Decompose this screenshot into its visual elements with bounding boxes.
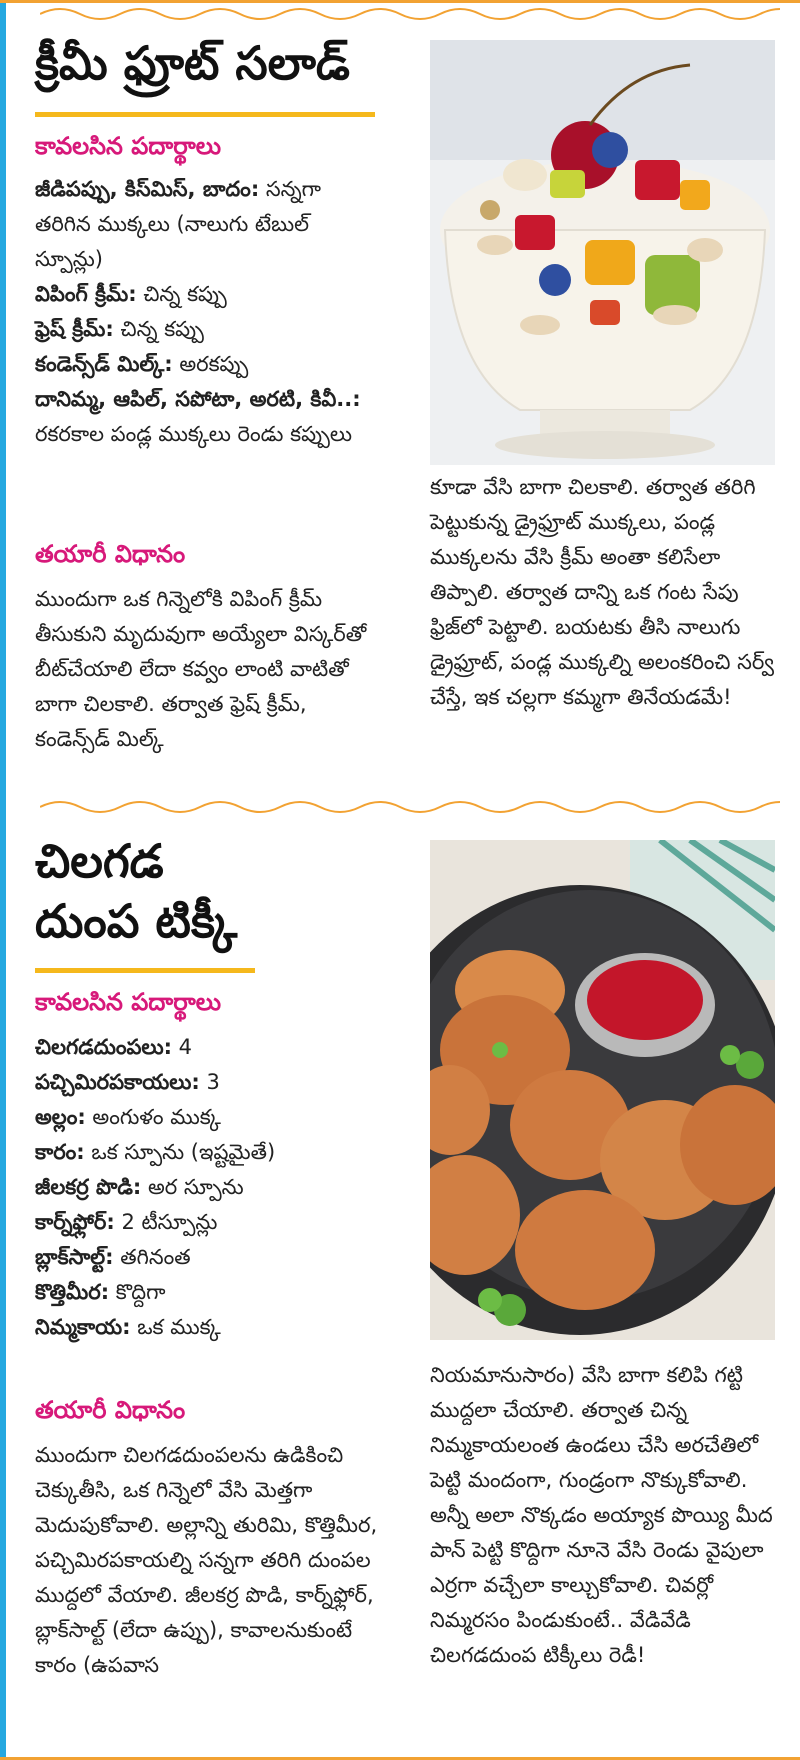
recipe1-method-heading: తయారీ విధానం (35, 540, 186, 568)
middle-ornament (40, 797, 780, 817)
method-paragraph: నియమానుసారం) వేసి బాగా కలిపి గట్టి ముద్దలా చేయాలి. తర్వాత చిన్న నిమ్మకాయలంత ఉండలు చేసి అరచేతిలో పెట్టి మందంగా, గుండ్రంగా నొక్కుకోవాలి. అన్నీ అలా నొక్కడం అయ్యాక పొయ్యి మీద పాన్ పెట్టి కొద్దిగా నూనె వేసి రెండు వైపులా ఎర్రగా వచ్చేలా కాల్చుకోవాలి. చివర్లో నిమ్మరసం పిండుకుంటే.. వేడివేడి చిలగడదుంప టిక్కీలు రెడీ! (430, 1363, 773, 1667)
method-paragraph: ముందుగా చిలగడదుంపలను ఉడికించి చెక్కుతీసి, ఒక గిన్నెలో వేసి మెత్తగా మెదుపుకోవాలి. అల్లాన్ని తురిమి, కొత్తిమీర, పచ్చిమిరపకాయల్ని సన్నగా తరిగి దుంపల ముద్దలో వేయాలి. జీలకర్ర పొడి, కార్న్‌ఫ్లోర్, బ్లాక్‌సాల్ట్ (లేదా ఉప్పు), కావాలనుకుంటే కారం (ఉపవాస (35, 1443, 378, 1677)
ingredient-item: కండెన్స్‌డ్ మిల్క్: అరకప్పు (35, 352, 249, 376)
recipe1-ingredients-list (35, 172, 380, 452)
recipe2-method-heading: తయారీ విధానం (35, 1396, 186, 1424)
recipe2-method-text-part1 (35, 1438, 380, 1683)
ingredient-item: దానిమ్మ, ఆపిల్, సపోటా, అరటి, కివీ..: రకరకాల పండ్ల ముక్కలు రెండు కప్పులు (35, 387, 361, 446)
recipe2-ingredients-list (35, 1030, 380, 1345)
sweet-potato-tikki-photo (430, 840, 775, 1340)
recipe1-title: క్రీమీ ఫ్రూట్ సలాడ్ (35, 36, 350, 90)
ingredient-item: విపింగ్ క్రీమ్: చిన్న కప్పు (35, 282, 227, 306)
recipe1-method-text-part2 (430, 470, 775, 715)
recipe1-method-text-part1 (35, 582, 380, 757)
fruit-salad-photo (430, 40, 775, 465)
recipe1-ingredients-heading: కావలసిన పదార్థాలు (35, 132, 222, 160)
ingredient-item: పచ్చిమిరపకాయలు: 3 (35, 1070, 220, 1094)
ingredient-item: జీడిపప్పు, కిస్‌మిస్, బాదం: సన్నగా తరిగిన ముక్కలు (నాలుగు టేబుల్ స్పూన్లు) (35, 177, 321, 271)
ingredient-item: కార్న్‌ఫ్లోర్: 2 టీస్పూన్లు (35, 1210, 218, 1234)
recipe2-ingredients-heading: కావలసిన పదార్థాలు (35, 988, 222, 1016)
ingredient-item: కారం: ఒక స్పూను (ఇష్టమైతే) (35, 1140, 276, 1164)
ingredient-item: అల్లం: అంగుళం ముక్క (35, 1105, 221, 1129)
method-paragraph: కూడా వేసి బాగా చిలకాలి. తర్వాత తరిగి పెట్టుకున్న డ్రైఫ్రూట్ ముక్కలు, పండ్ల ముక్కలను వేసి క్రీమ్ అంతా కలిసేలా తిప్పాలి. తర్వాత దాన్ని ఒక గంట సేపు ఫ్రిజ్‌లో పెట్టాలి. బయటకు తీసి నాలుగు డ్రైఫ్రూట్, పండ్ల ముక్కల్ని అలంకరించి సర్వ్ చేస్తే, ఇక చల్లగా కమ్మగా తినేయడమే! (430, 475, 774, 709)
top-border (0, 0, 800, 3)
ingredient-item: బ్లాక్‌సాల్ట్: తగినంత (35, 1245, 191, 1269)
method-paragraph: ముందుగా ఒక గిన్నెలోకి విపింగ్ క్రీమ్ తీసుకుని మృదువుగా అయ్యేలా విస్కర్‌తో బీట్‌చేయాలి లేదా కవ్వం లాంటి వాటితో బాగా చిలకాలి. తర్వాత ఫ్రెష్ క్రీమ్, కండెన్స్‌డ్ మిల్క్ (35, 587, 367, 751)
recipe1-title-rule (35, 112, 375, 117)
ingredient-item: చిలగడదుంపలు: 4 (35, 1035, 193, 1059)
recipe2-title-line1: చిలగడ (35, 834, 164, 888)
left-accent-bar (0, 0, 6, 1760)
ingredient-item: నిమ్మకాయ: ఒక ముక్క (35, 1315, 221, 1339)
recipe2-title-rule (35, 968, 255, 973)
ingredient-item: జీలకర్ర పొడి: అర స్పూను (35, 1175, 244, 1199)
ingredient-item: కొత్తిమీర: కొద్దిగా (35, 1280, 166, 1304)
recipe2-method-text-part2 (430, 1358, 775, 1673)
ingredient-item: ఫ్రెష్ క్రీమ్: చిన్న కప్పు (35, 317, 204, 341)
recipe2-title-line2: దుంప టిక్కీ (35, 894, 238, 948)
top-ornament (40, 4, 780, 24)
